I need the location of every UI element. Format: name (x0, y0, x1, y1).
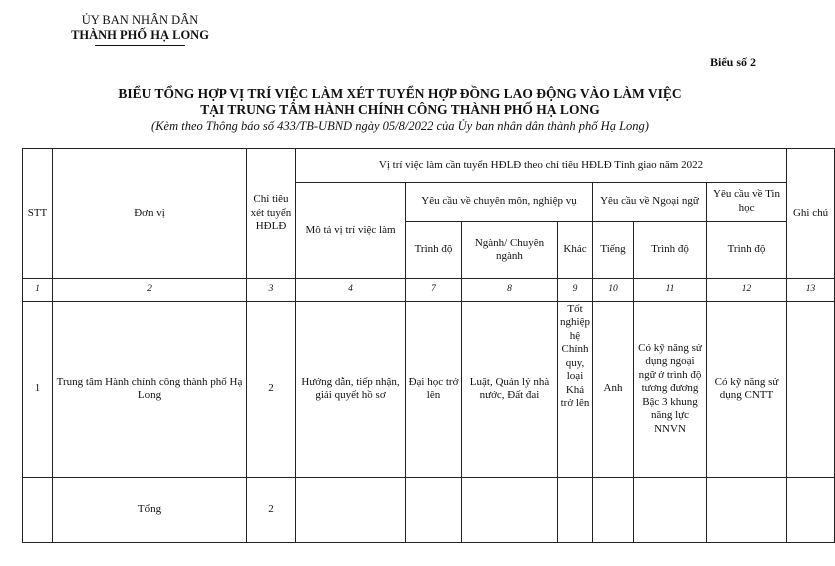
header-other: Khác (558, 222, 593, 279)
col-number: 7 (406, 279, 462, 301)
header-stt: STT (23, 149, 53, 279)
total-empty-cell (787, 477, 835, 542)
row-language-level: Có kỹ năng sử dụng ngoại ngữ ở trình độ tương đương Bậc 3 khung năng lực NNVN (634, 301, 707, 477)
header-it-group: Yêu cầu về Tin học (707, 182, 787, 221)
col-number: 8 (462, 279, 558, 301)
header-job-description: Mô tả vị trí việc làm (296, 182, 406, 279)
col-number: 11 (634, 279, 707, 301)
col-number: 10 (593, 279, 634, 301)
row-major: Luật, Quản lý nhà nước, Đất đai (462, 301, 558, 477)
total-empty-cell (558, 477, 593, 542)
total-row (23, 477, 835, 542)
row-language: Anh (593, 301, 634, 477)
document-title-line2: TẠI TRUNG TÂM HÀNH CHÍNH CÔNG THÀNH PHỐ HẠ LONG (200, 102, 600, 117)
row-stt: 1 (23, 301, 53, 477)
header-it-level: Trình độ (707, 222, 787, 279)
col-number: 1 (23, 279, 53, 301)
total-empty-cell (296, 477, 406, 542)
form-number: Biểu số 2 (709, 55, 756, 69)
issuing-authority (60, 13, 220, 46)
total-empty-cell (593, 477, 634, 542)
col-number: 13 (787, 279, 835, 301)
document-subtitle: (Kèm theo Thông báo số 433/TB-UBND ngày 05/8/2022 của Ủy ban nhân dân thành phố Hạ Long) (151, 119, 649, 133)
row-unit: Trung tâm Hành chính công thành phố Hạ Long (53, 301, 247, 477)
total-empty-cell (462, 477, 558, 542)
total-value: 2 (247, 477, 296, 542)
header-quota: Chỉ tiêu xét tuyển HĐLĐ (247, 149, 296, 279)
recruitment-table (22, 148, 835, 543)
document-title-line1: BIỂU TỔNG HỢP VỊ TRÍ VIỆC LÀM XÉT TUYỂN HỢP ĐỒNG LAO ĐỘNG VÀO LÀM VIỆC (118, 86, 682, 101)
row-notes (787, 301, 835, 477)
table-row (23, 301, 835, 477)
org-name-line2: THÀNH PHỐ HẠ LONG (71, 28, 209, 42)
row-other: Tốt nghiệp hệ Chính quy, loại Khá trở lên (558, 301, 593, 477)
row-education-level: Đại học trở lên (406, 301, 462, 477)
header-major: Ngành/ Chuyên ngành (462, 222, 558, 279)
header-language-group: Yêu cầu về Ngoại ngữ (593, 182, 707, 221)
header-language: Tiếng (593, 222, 634, 279)
col-number: 2 (53, 279, 247, 301)
total-empty-cell (406, 477, 462, 542)
header-education-level: Trình độ (406, 222, 462, 279)
total-empty-cell (707, 477, 787, 542)
col-number: 12 (707, 279, 787, 301)
total-label: Tổng (53, 477, 247, 542)
org-name-line1: ỦY BAN NHÂN DÂN (81, 13, 199, 27)
org-underline (95, 45, 185, 46)
col-number: 4 (296, 279, 406, 301)
row-job-description: Hướng dẫn, tiếp nhận, giải quyết hồ sơ (296, 301, 406, 477)
row-quota: 2 (247, 301, 296, 477)
header-unit: Đơn vị (53, 149, 247, 279)
total-empty-cell (634, 477, 707, 542)
header-specialty-group: Yêu cầu về chuyên môn, nghiệp vụ (406, 182, 593, 221)
header-notes: Ghi chú (787, 149, 835, 279)
col-number: 9 (558, 279, 593, 301)
total-stt-cell (23, 477, 53, 542)
header-language-level: Trình độ (634, 222, 707, 279)
header-job-positions-group: Vị trí việc làm cần tuyển HĐLĐ theo chỉ tiêu HĐLĐ Tỉnh giao năm 2022 (296, 149, 787, 183)
row-it-level: Có kỹ năng sử dụng CNTT (707, 301, 787, 477)
col-number: 3 (247, 279, 296, 301)
